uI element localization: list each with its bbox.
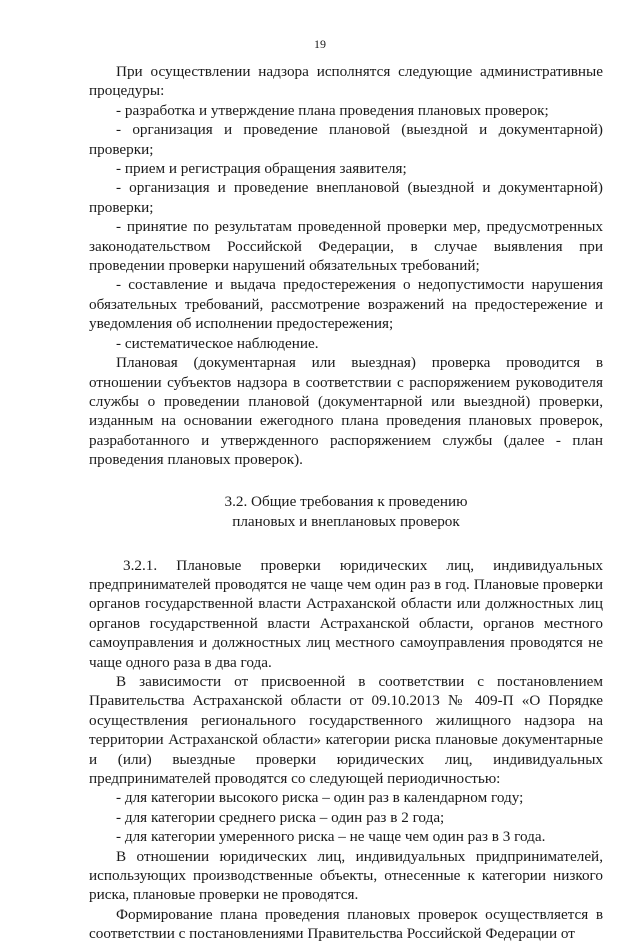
- section-heading: [89, 492, 603, 532]
- list-item: - организация и проведение внеплановой (выездной и документарной) проверки;: [89, 179, 603, 216]
- list-item: - разработка и утверждение плана проведения плановых проверок;: [116, 101, 549, 119]
- list-item: - для категории умеренного риска – не чаще чем один раз в 3 года.: [116, 828, 546, 846]
- paragraph: 3.2.1. Плановые проверки юридических лиц, индивидуальных предпринимателей проводятся не чаще чем один раз в год. Плановые проверки органов государственной власти Астраханской области или должностных лиц органов государственной власти Астраханской области, органов местного самоуправления и должностных лиц местного самоуправления проводятся не чаще одного раза в два года.: [89, 556, 603, 671]
- paragraph: Формирование плана проведения плановых проверок осуществляется в соответствии с постановлениями Правительства Российской Федерации от: [89, 905, 603, 943]
- list-item: - принятие по результатам проведенной проверки мер, предусмотренных законодательством Российской Федерации, в случае выявления при проведении проверки нарушений обязательных требований;: [89, 218, 603, 275]
- section-heading-line1: 3.2. Общие требования к проведению: [224, 492, 468, 510]
- page-number: 19: [314, 37, 326, 51]
- document-body: [89, 62, 603, 944]
- list-item: - систематическое наблюдение.: [116, 334, 319, 352]
- list-item: - составление и выдача предостережения о недопустимости нарушения обязательных требований, рассмотрение возражений на предостережение и уведомления об исполнении предостережения;: [89, 276, 603, 333]
- list-item: - прием и регистрация обращения заявителя;: [116, 160, 407, 178]
- paragraph: При осуществлении надзора исполнятся следующие административные процедуры:: [89, 63, 603, 100]
- paragraph: В отношении юридических лиц, индивидуальных придпринимателей, использующих производственные объекты, отнесенные к категории низкого риска, плановые проверки не проводятся.: [89, 847, 603, 904]
- section-heading-line2: плановых и внеплановых проверок: [232, 512, 460, 530]
- list-item: - организация и проведение плановой (выездной и документарной) проверки;: [89, 121, 603, 158]
- paragraph: В зависимости от присвоенной в соответствии с постановлением Правительства Астраханской области от 09.10.2013 № 409-П «О Порядке осуществления регионального государственного жилищного надзора на территории Астраханской области» категории риска плановые документарные и (или) выездные проверки юридических лиц, индивидуальных предпринимателей проводятся со следующей периодичностью:: [89, 672, 603, 787]
- paragraph: Плановая (документарная или выездная) проверка проводится в отношении субъектов надзора в соответствии с распоряжением руководителя службы о проведении плановой (документарной или выездной) проверки, изданным на основании ежегодного плана проведения плановых проверок, разработанного и утвержденного распоряжением службы (далее - план проведения плановых проверок).: [89, 354, 603, 469]
- list-item: - для категории высокого риска – один раз в календарном году;: [116, 789, 524, 807]
- list-item: - для категории среднего риска – один раз в 2 года;: [116, 808, 445, 826]
